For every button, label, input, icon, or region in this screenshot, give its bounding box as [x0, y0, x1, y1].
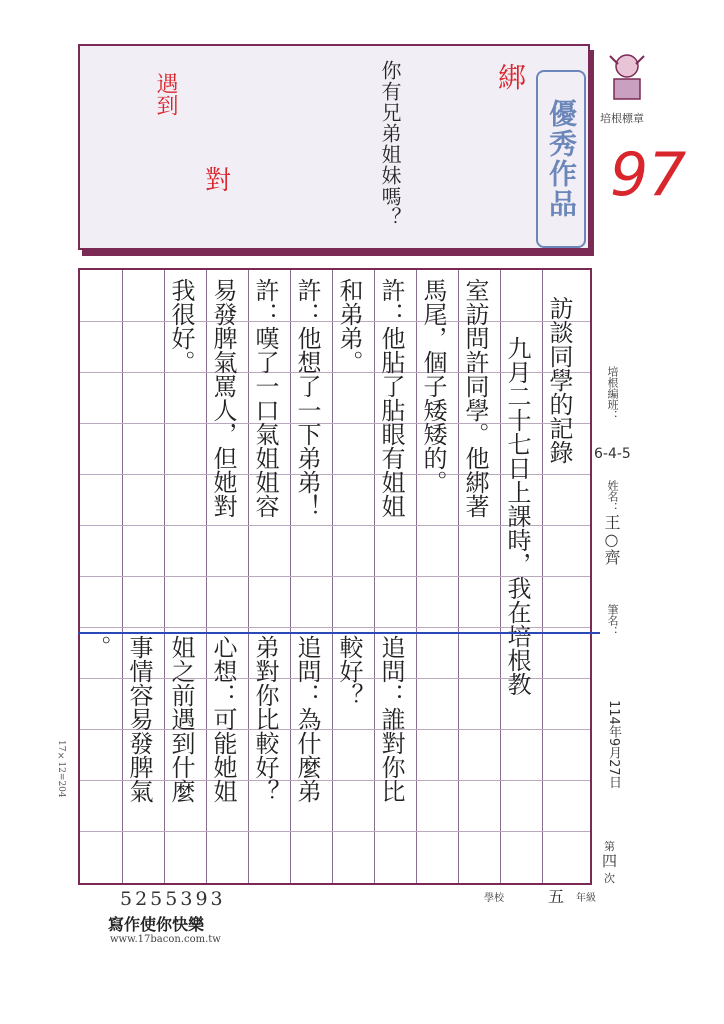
name-value: 王○齊 [602, 514, 621, 565]
teacher-question: 你有兄弟姐妹嗎？ [378, 60, 402, 228]
school-label: 學校 [484, 893, 504, 904]
class-label: 培根編班： [606, 366, 619, 421]
pen-name-label: 筆名： [606, 604, 619, 637]
essay-column: 。 [83, 635, 111, 659]
grade-label: 年級 [576, 893, 596, 904]
excellent-stamp: 優秀作品 [536, 70, 586, 248]
essay-column: 室訪問許同學。他綁著 [461, 278, 489, 518]
mascot-seal-icon [604, 46, 650, 106]
seal-label: 培根標章 [600, 112, 644, 125]
website-url: www.17bacon.com.tw [110, 934, 221, 945]
grid-row-line [80, 831, 590, 832]
name-label: 姓名： [606, 480, 619, 513]
writing-grid [78, 268, 592, 885]
essay-column: 較好？ [335, 635, 363, 707]
grade-value: 五 [548, 887, 565, 906]
date-value: 114年9月27日 [606, 700, 621, 789]
essay-column: 許：他胋了胋眼有姐姐 [377, 278, 405, 518]
session-label: 第 [604, 840, 615, 853]
essay-column: 馬尾，個子矮矮的。 [419, 278, 447, 494]
essay-column: 事情容易發脾氣 [125, 635, 153, 803]
session-suffix: 次 [604, 872, 615, 885]
essay-column: 九月二十七日上課時，我在培根教 [503, 336, 531, 696]
grid-spec: 17×12=204 [56, 740, 66, 798]
essay-column: 和弟弟。 [335, 278, 363, 374]
correction-mark: 綁 [498, 61, 527, 94]
middle-divider-line [78, 632, 600, 634]
essay-column: 易發脾氣罵人，但她對 [209, 278, 237, 518]
essay-column: 追問：為什麼弟 [293, 635, 321, 803]
correction-mark: 遇到 [153, 72, 178, 116]
class-value: 6-4-5 [594, 446, 631, 462]
essay-column: 姐之前遇到什麼 [167, 635, 195, 803]
slogan: 寫作使你快樂 [108, 915, 205, 934]
essay-column: 心想：可能她姐 [209, 635, 237, 803]
session-value: 四 [602, 852, 618, 870]
score: 97 [610, 140, 687, 210]
essay-column: 弟對你比較好？ [251, 635, 279, 803]
essay-column: 我很好。 [167, 278, 195, 374]
correction-mark: 對 [205, 166, 232, 196]
phone-number: 5255393 [120, 888, 226, 910]
essay-column: 許：他想了一下弟弟！ [293, 278, 321, 518]
essay-column: 許：嘆了一口氣姐姐容 [251, 278, 279, 518]
essay-column: 追問：誰對你比 [377, 635, 405, 803]
essay-column: 訪談同學的記錄 [545, 296, 573, 464]
